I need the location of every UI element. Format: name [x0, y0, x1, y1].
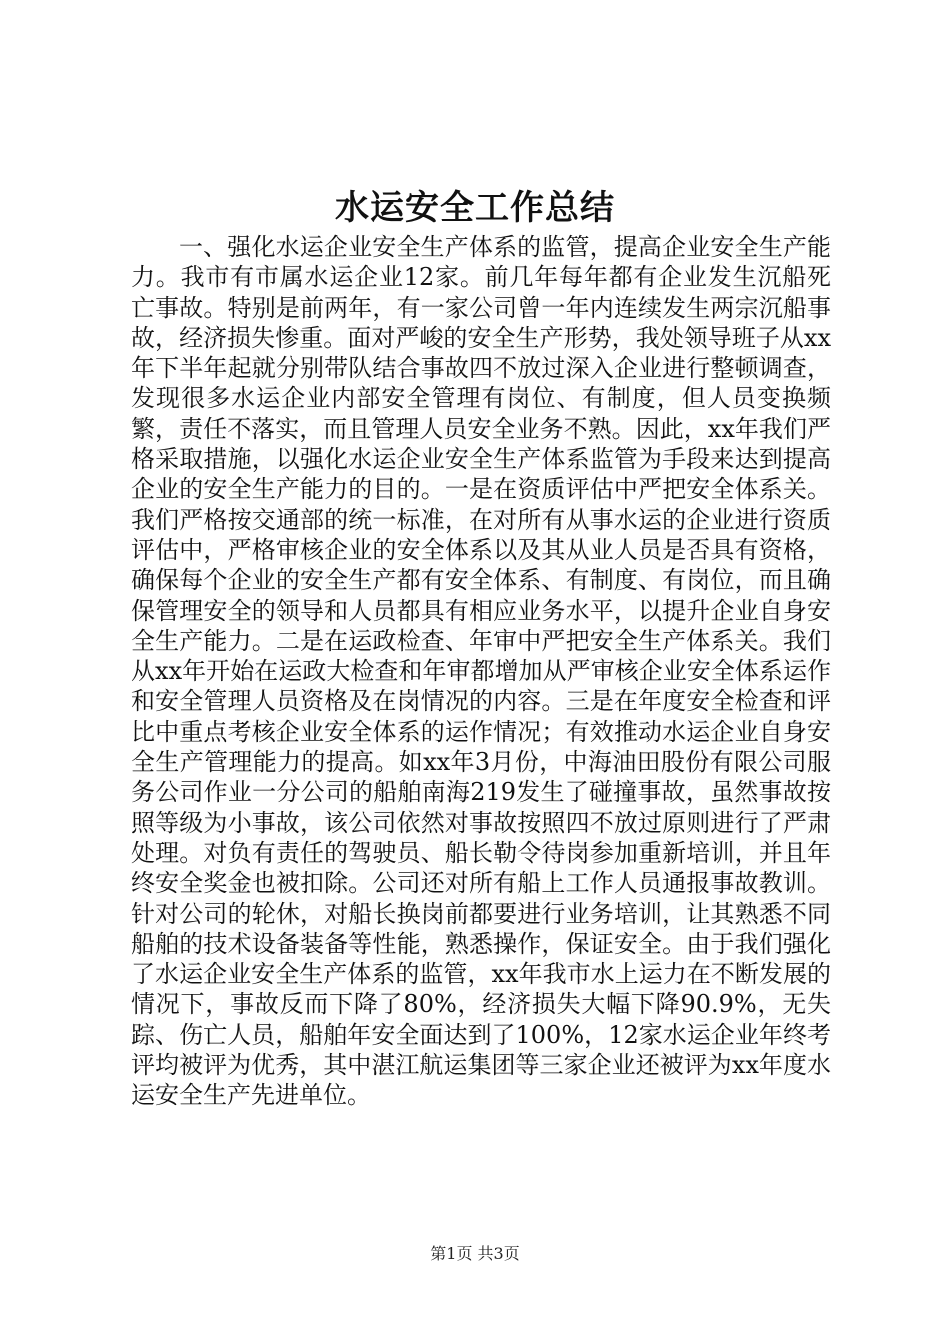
document-body-paragraph: 一、强化水运企业安全生产体系的监管，提高企业安全生产能力。我市有市属水运企业12家。前几年每年都有企业发生沉船死亡事故。特别是前两年，有一家公司曾一年内连续发生两宗沉船事故，经济损失惨重。面对严峻的安全生产形势，我处领导班子从xx年下半年起就分别带队结合事故四不放过深入企业进行整顿调查，发现很多水运企业内部安全管理有岗位、有制度，但人员变换频繁，责任不落实，而且管理人员安全业务不熟。因此，xx年我们严格采取措施，以强化水运企业安全生产体系监管为手段来达到提高企业的安全生产能力的目的。一是在资质评估中严把安全体系关。我们严格按交通部的统一标准，在对所有从事水运的企业进行资质评估中，严格审核企业的安全体系以及其从业人员是否具有资格，确保每个企业的安全生产都有安全体系、有制度、有岗位，而且确保管理安全的领导和人员都具有相应业务水平，以提升企业自身安全生产能力。二是在运政检查、年审中严把安全生产体系关。我们从xx年开始在运政大检查和年审都增加从严审核企业安全体系运作和安全管理人员资格及在岗情况的内容。三是在年度安全检查和评比中重点考核企业安全体系的运作情况；有效推动水运企业自身安全生产管理能力的提高。如xx年3月份，中海油田股份有限公司服务公司作业一分公司的船舶南海219发生了碰撞事故，虽然事故按照等级为小事故，该公司依然对事故按照四不放过原则进行了严肃处理。对负有责任的驾驶员、船长勒令待岗参加重新培训，并且年终安全奖金也被扣除。公司还对所有船上工作人员通报事故教训。针对公司的轮休，对船长换岗前都要进行业务培训，让其熟悉不同船舶的技术设备装备等性能，熟悉操作，保证安全。由于我们强化了水运企业安全生产体系的监管，xx年我市水上运力在不断发展的情况下，事故反而下降了80%，经济损失大幅下降90.9%，无失踪、伤亡人员，船舶年安全面达到了100%，12家水运企业年终考评均被评为优秀，其中湛江航运集团等三家企业还被评为xx年度水运安全生产先进单位。	[131, 233, 831, 1110]
document-title: 水运安全工作总结	[335, 188, 615, 228]
page-number-footer: 第1页 共3页	[430, 1244, 520, 1263]
